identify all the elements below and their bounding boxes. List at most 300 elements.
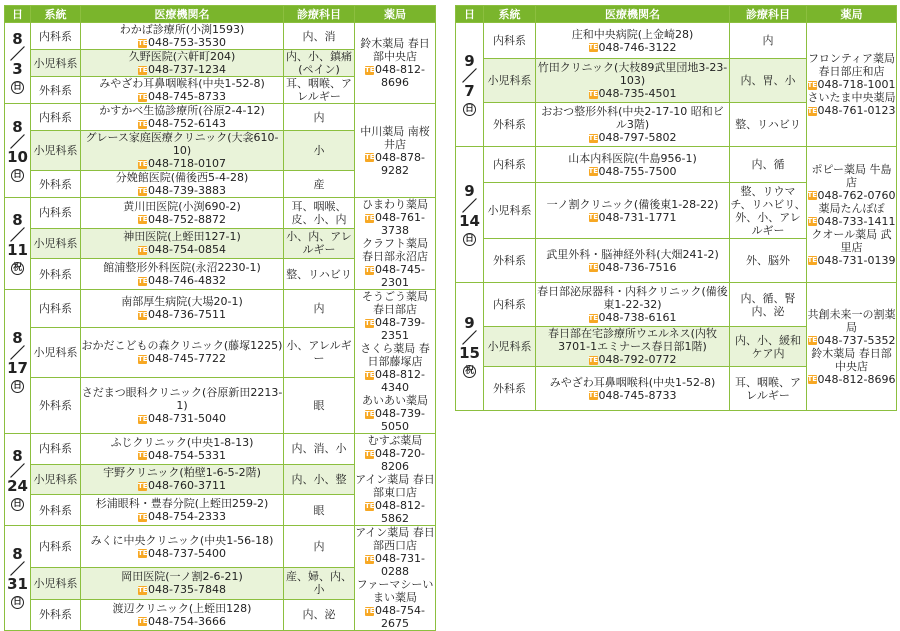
clinic-tel-line [81,479,283,492]
phone-icon: TEL [138,38,153,47]
pharmacy-tel-line [807,373,896,386]
date-day: 15 [459,343,480,362]
phone-icon: TEL [138,549,153,557]
clinic-tel: 048-754-3666 [148,614,226,628]
clinic-cell [81,495,284,526]
subject-cell: 眼 [284,378,355,434]
system-cell: 内科系 [31,23,81,50]
pharmacy-tel-line [807,104,896,117]
subject-cell: 小、内、アレルギー [284,228,355,259]
clinic-name: おおつ整形外科(中央2-17-10 昭和ビル3階) [541,105,724,131]
phone-icon: TEL [588,89,603,98]
clinic-cell [536,283,730,327]
pharmacy-cell [807,283,897,411]
pharmacy-tel: 048-754-2675 [375,604,425,630]
clinic-tel-line [81,157,283,170]
clinic-cell [81,327,284,377]
clinic-tel: 048-736-7511 [148,308,226,322]
subject-cell: 外、脳外 [730,239,807,283]
clinic-tel: 048-735-7848 [148,583,226,597]
phone-icon: TEL [807,256,822,264]
pharmacy-tel-line [807,215,896,228]
clinic-tel-line [536,131,729,144]
subject-cell: 産、婦、内、小 [284,568,355,600]
phone-icon: TEL [138,159,153,168]
pharmacy-tel-line [807,189,896,202]
header-day: 日 [456,6,484,23]
clinic-name: みやざわ耳鼻咽喉科(中央1-52-8) [99,77,265,90]
clinic-cell [81,568,284,600]
clinic-tel: 048-746-4832 [148,274,226,288]
pharmacy-tel: 048-720-8206 [375,447,425,473]
weekday-badge: 日 [12,380,22,391]
pharmacy-name: むすぶ薬局 [367,434,423,447]
clinic-cell [81,290,284,328]
clinic-tel-line [536,389,729,402]
phone-icon: TEL [807,191,822,199]
date-slash: ／ [461,196,477,215]
clinic-tel: 048-738-6161 [598,311,677,324]
pharmacy-name: さくら薬局 春日部藤塚店 [360,342,430,368]
clinic-tel-line [81,583,283,596]
phone-icon: TEL [807,375,822,383]
clinic-tel-line [81,90,283,103]
pharmacy-tel-line [355,151,435,177]
pharmacy-tel-line [355,407,435,433]
date-month: 9 [464,181,475,200]
date-month: 9 [464,51,475,70]
clinic-tel-line [81,117,283,130]
clinic-tel: 048-731-5040 [148,412,226,426]
weekday-badge: 日 [12,498,22,509]
clinic-name: おかだこどもの森クリニック(藤塚1225) [81,339,283,353]
clinic-tel: 048-736-7516 [598,260,677,274]
schedule-row [456,283,897,327]
header-system: 系統 [31,6,81,23]
pharmacy-name: 鈴木薬局 春日部中央店 [811,346,892,373]
phone-icon: TEL [365,213,380,222]
date-day: 7 [464,81,475,100]
clinic-tel: 048-746-3122 [598,40,677,54]
header-clinic: 医療機関名 [81,6,284,23]
phone-icon: TEL [138,276,153,285]
system-cell: 内科系 [31,290,81,328]
weekday-badge: 日 [464,103,474,114]
phone-icon: TEL [807,217,822,225]
phone-icon: TEL [588,133,603,142]
system-cell: 外科系 [31,259,81,290]
header-day: 日 [5,6,31,23]
system-cell: 小児科系 [31,568,81,600]
phone-icon: TEL [807,80,822,89]
date-cell [456,283,484,411]
clinic-cell [536,183,730,239]
pharmacy-cell [355,23,436,104]
date-day: 17 [7,358,28,377]
pharmacy-tel-line [355,63,435,89]
clinic-cell [81,23,284,50]
pharmacy-name: あいあい薬局 [362,394,428,407]
phone-icon: TEL [365,606,380,615]
clinic-name: みやざわ耳鼻咽喉科(中央1-52-8) [549,375,716,389]
phone-icon: TEL [138,512,153,521]
header-subject: 診療科目 [730,6,807,23]
clinic-cell [81,464,284,495]
clinic-name: 岡田医院(一ノ割2-6-21) [121,570,243,584]
pharmacy-name: ポピー薬局 牛島店 [811,162,892,189]
clinic-name: ふじクリニック(中央1-8-13) [110,435,254,449]
pharmacy-tel: 048-745-2301 [375,263,425,289]
clinic-name: 分娩館医院(備後西5-4-28) [115,171,249,184]
clinic-tel: 048-737-5400 [148,546,226,560]
subject-cell: 眼 [284,495,355,526]
clinic-cell [81,131,284,171]
phone-icon: TEL [588,43,603,51]
pharmacy-tel-line [355,552,435,578]
clinic-tel-line [81,449,283,462]
subject-cell: 小、アレルギー [284,327,355,377]
pharmacy-name: 中川薬局 南桜井店 [360,124,430,151]
clinic-tel: 048-745-8733 [598,388,677,402]
date-slash: ／ [9,225,25,244]
clinic-name: 山本内科医院(牛島956-1) [568,151,697,165]
subject-cell: 内、胃、小 [730,59,807,103]
phone-icon: TEL [138,354,153,363]
header-row [5,6,436,23]
pharmacy-tel-line [355,263,435,289]
phone-icon: TEL [365,449,380,458]
date-day: 10 [7,147,28,166]
date-month: 8 [12,328,23,347]
system-cell: 内科系 [31,198,81,229]
weekday-badge: 祝 [12,262,22,273]
schedule-row [5,526,436,568]
date-slash: ／ [461,328,477,347]
subject-cell: 内 [284,526,355,568]
pharmacy-tel: 048-737-5352 [817,333,896,347]
phone-icon: TEL [365,318,380,327]
clinic-name: 南部厚生病院(大場20-1) [121,295,243,309]
clinic-name: かすかべ生協診療所(谷原2-4-12) [99,104,265,117]
date-day: 11 [7,240,28,259]
subject-cell: 内 [284,104,355,131]
clinic-tel: 048-752-6143 [148,117,226,130]
clinic-tel: 048-753-3530 [148,36,226,49]
clinic-tel: 048-792-0772 [598,353,677,366]
system-cell: 小児科系 [484,59,536,103]
pharmacy-name: アイン薬局 春日部西口店 [355,526,435,552]
clinic-tel: 048-731-1771 [598,210,677,224]
pharmacy-tel: 048-761-0123 [817,104,896,117]
pharmacy-tel-line [807,254,896,267]
subject-cell: 内、消、小 [284,434,355,465]
clinic-tel-line [81,184,283,197]
clinic-name: 渡辺クリニック(上蛭田128) [112,601,252,615]
subject-cell: 小 [284,131,355,171]
header-pharmacy: 薬局 [355,6,436,23]
weekday-badge: 日 [12,169,22,180]
system-cell: 外科系 [484,239,536,283]
right-schedule-table [455,5,897,411]
clinic-name: みくに中央クリニック(中央1-56-18) [90,533,274,547]
clinic-tel: 048-754-5331 [148,448,226,462]
weekday-badge: 日 [464,233,474,244]
phone-icon: TEL [807,106,822,115]
phone-icon: TEL [588,263,603,271]
clinic-tel-line [81,412,283,425]
system-cell: 小児科系 [31,50,81,77]
clinic-name: わかば診療所(小渕1593) [119,23,245,36]
weekday-badge: 日 [12,597,22,607]
clinic-cell [81,171,284,198]
clinic-tel: 048-739-3883 [148,184,226,197]
date-month: 8 [12,117,23,136]
system-cell: 外科系 [31,599,81,631]
pharmacy-tel: 048-812-8696 [817,372,896,386]
date-cell [5,23,31,104]
phone-icon: TEL [807,336,822,344]
phone-icon: TEL [138,92,153,101]
clinic-tel-line [81,274,283,287]
clinic-cell [81,378,284,434]
clinic-tel-line [536,165,729,178]
pharmacy-tel: 048-739-5050 [375,407,425,433]
schedule-row [456,147,897,183]
clinic-tel-line [81,243,283,256]
subject-cell: 耳、咽喉、アレルギー [284,77,355,104]
clinic-tel-line [536,353,729,366]
clinic-cell [81,198,284,229]
system-cell: 外科系 [484,367,536,411]
clinic-cell [81,526,284,568]
clinic-name: 黄川田医院(小渕690-2) [123,199,241,213]
date-slash: ／ [9,343,25,362]
date-slash: ／ [9,45,25,63]
phone-icon: TEL [365,409,380,418]
date-slash: ／ [461,66,477,85]
schedule-row [456,23,897,59]
pharmacy-tel-line [807,78,896,91]
pharmacy-tel-line [355,211,435,237]
date-month: 9 [464,313,475,332]
phone-icon: TEL [138,481,153,490]
date-cell [5,104,31,198]
clinic-name: 春日部泌尿器科・内科クリニック(備後東1-22-32) [537,285,728,311]
weekday-badge: 日 [12,82,22,92]
clinic-tel: 048-754-0854 [148,243,226,257]
system-cell: 外科系 [31,171,81,198]
clinic-name: 庄和中央病院(上金崎28) [571,27,694,41]
clinic-tel: 048-760-3711 [148,479,226,493]
subject-cell: 内、循 [730,147,807,183]
clinic-cell [536,367,730,411]
clinic-cell [81,228,284,259]
clinic-tel: 048-745-8733 [148,90,226,103]
clinic-tel-line [81,36,283,49]
clinic-name: 宇野クリニック(粕壁1-6-5-2階) [103,466,261,480]
phone-icon: TEL [365,265,380,274]
pharmacy-name: フロンティア薬局 春日部庄和店 [807,52,896,78]
pharmacy-tel-line [355,368,435,394]
date-month: 8 [12,210,23,229]
clinic-cell [536,327,730,367]
subject-cell: 内 [730,23,807,59]
header-system: 系統 [484,6,536,23]
clinic-cell [81,599,284,631]
clinic-name: 久野医院(六軒町204) [128,50,236,63]
date-slash: ／ [9,132,25,151]
header-clinic: 医療機関名 [536,6,730,23]
system-cell: 小児科系 [31,464,81,495]
left-schedule-table [4,5,436,631]
system-cell: 内科系 [31,526,81,568]
date-cell [5,198,31,290]
clinic-tel: 048-754-2333 [148,510,226,524]
phone-icon: TEL [138,451,153,460]
clinic-cell [81,77,284,104]
clinic-tel: 048-737-1234 [148,63,226,76]
clinic-cell [536,59,730,103]
clinic-tel-line [81,308,283,321]
clinic-name: 春日部在宅診療所ウエルネス(内牧3701-1エミナース春日部1階) [548,327,717,353]
date-month: 8 [12,545,23,563]
phone-icon: TEL [138,585,153,594]
subject-cell: 内、小、整 [284,464,355,495]
phone-icon: TEL [138,617,153,626]
clinic-cell [81,259,284,290]
system-cell: 小児科系 [484,327,536,367]
clinic-name: さだまつ眼科クリニック(谷原新田2213-1) [81,386,283,413]
subject-cell: 内、小、緩和ケア内 [730,327,807,367]
phone-icon: TEL [365,554,380,563]
clinic-tel-line [81,63,283,76]
pharmacy-cell [355,198,436,290]
pharmacy-name: クラフト薬局 春日部永沼店 [362,237,428,263]
clinic-cell [536,239,730,283]
pharmacy-tel: 048-812-8696 [375,63,425,89]
clinic-name: グレース家庭医療クリニック(大衾610-10) [85,131,279,157]
clinic-tel-line [536,87,729,100]
system-cell: 外科系 [31,77,81,104]
system-cell: 内科系 [31,104,81,131]
subject-cell: 整、リウマチ、リハビリ、外、小、アレルギー [730,184,806,237]
date-cell [5,290,31,434]
pharmacy-name: ひまわり薬局 [362,198,428,211]
subject-cell: 耳、咽喉、皮、小、内 [284,198,355,229]
pharmacy-tel: 048-739-2351 [375,316,425,342]
clinic-tel: 048-718-0107 [148,157,226,170]
pharmacy-tel: 048-812-4340 [375,368,425,394]
pharmacy-tel: 048-718-1001 [817,78,896,91]
clinic-tel: 048-797-5802 [598,131,677,144]
clinic-tel-line [81,547,283,560]
pharmacy-tel: 048-733-1411 [817,214,896,228]
pharmacy-tel-line [355,604,435,630]
schedule-row [5,23,436,50]
subject-cell: 整、リハビリ [284,259,355,290]
weekday-badge: 祝 [464,365,474,376]
system-cell: 外科系 [31,495,81,526]
system-cell: 外科系 [31,378,81,434]
phone-icon: TEL [588,391,603,399]
clinic-name: 一ノ割クリニック(備後東1-28-22) [546,197,719,211]
pharmacy-tel: 048-762-0760 [817,188,896,202]
pharmacy-tel-line [355,447,435,473]
subject-cell: 内 [284,290,355,328]
date-cell [5,434,31,526]
phone-icon: TEL [588,213,603,221]
pharmacy-name: 鈴木薬局 春日部中央店 [360,37,430,63]
pharmacy-tel: 048-761-3738 [375,211,425,237]
system-cell: 小児科系 [31,327,81,377]
phone-icon: TEL [138,65,153,74]
pharmacy-cell [807,23,897,147]
phone-icon: TEL [588,313,603,322]
pharmacy-name: クオール薬局 武里店 [811,227,892,254]
clinic-tel-line [81,615,283,628]
clinic-cell [536,147,730,183]
date-day: 24 [7,476,28,495]
clinic-tel-line [81,213,283,226]
header-pharmacy: 薬局 [807,6,897,23]
phone-icon: TEL [138,186,153,195]
phone-icon: TEL [588,167,603,175]
clinic-tel-line [81,352,283,365]
header-row [456,6,897,23]
subject-cell: 内、消 [284,23,355,50]
pharmacy-tel-line [807,334,896,347]
clinic-name: 竹田クリニック(大枝89武里団地3-23-103) [537,61,728,87]
subject-cell: 内、循、腎内、泌 [730,283,807,327]
clinic-tel: 048-745-7722 [148,352,226,366]
clinic-name: 館浦整形外科医院(永沼2230-1) [103,261,261,275]
phone-icon: TEL [138,310,153,319]
pharmacy-name: 薬局たんぽぽ [818,201,885,215]
phone-icon: TEL [138,215,153,224]
pharmacy-name: そうごう薬局 春日部店 [362,290,428,316]
schedule-row [5,434,436,465]
clinic-tel-line [536,41,729,54]
phone-icon: TEL [365,153,380,161]
pharmacy-name: 共創未来一の割薬局 [807,307,896,334]
subject-cell: 内、泌 [284,599,355,631]
phone-icon: TEL [138,245,153,254]
subject-cell: 産 [284,171,355,198]
schedule-row [5,104,436,131]
pharmacy-cell [355,104,436,198]
clinic-tel-line [81,510,283,523]
header-subject: 診療科目 [284,6,355,23]
pharmacy-cell [355,434,436,526]
system-cell: 小児科系 [31,131,81,171]
phone-icon: TEL [138,414,153,423]
clinic-tel-line [536,261,729,274]
date-day: 14 [459,211,480,230]
date-day: 3 [12,60,23,78]
pharmacy-tel-line [355,499,435,525]
clinic-name: 杉浦眼科・豊春分院(上蛭田259-2) [95,497,269,511]
pharmacy-name: ファーマシーいまい薬局 [356,578,434,604]
date-month: 8 [12,446,23,465]
clinic-cell [81,104,284,131]
date-day: 31 [7,575,28,593]
phone-icon: TEL [365,501,380,510]
clinic-cell [81,434,284,465]
clinic-cell [536,23,730,59]
pharmacy-tel: 048-812-5862 [375,499,425,525]
subject-cell: 内、小、鎮痛(ペイン) [284,50,355,77]
pharmacy-name: アイン薬局 春日部東口店 [355,473,435,499]
